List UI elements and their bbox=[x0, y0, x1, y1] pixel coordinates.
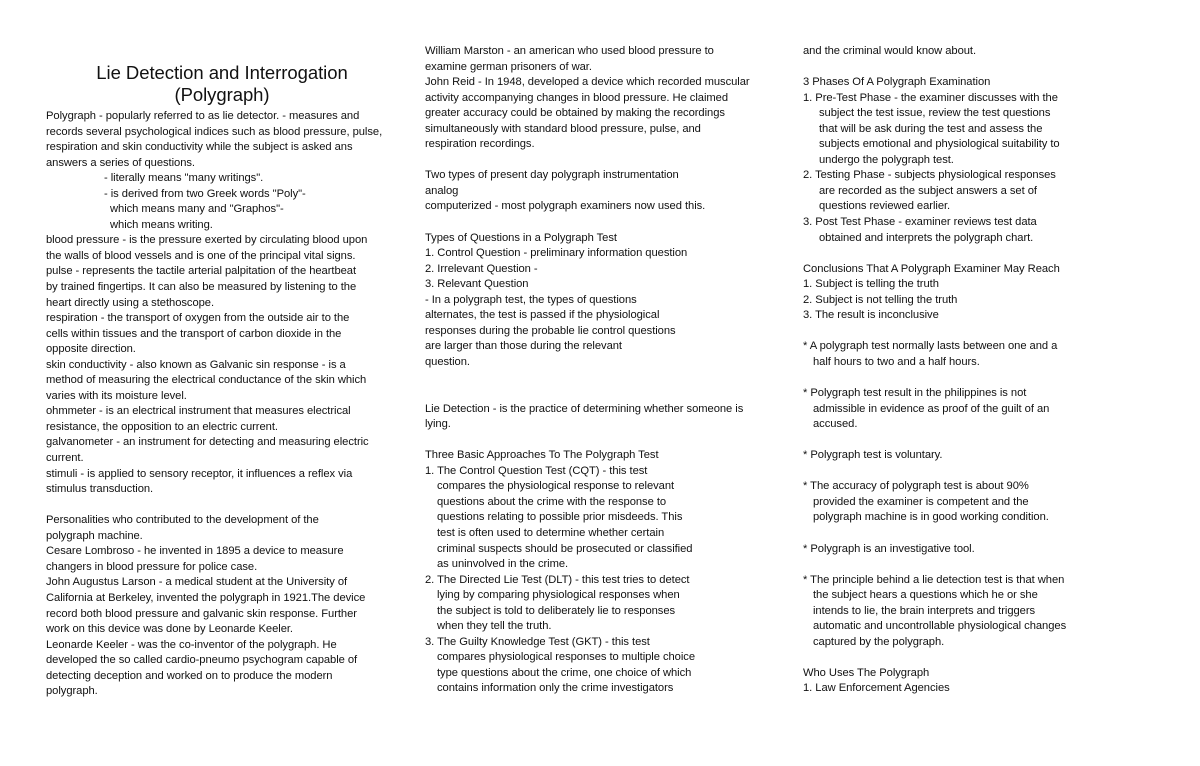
text-line: - literally means "many writings". bbox=[104, 172, 264, 185]
text-line: Personalities who contributed to the development of the bbox=[46, 514, 319, 527]
text-line: * A polygraph test normally lasts between one and a bbox=[803, 340, 1058, 353]
blank-line bbox=[803, 246, 1153, 262]
text-line: 1. Control Question - preliminary information question bbox=[425, 247, 688, 260]
text-line: Leonarde Keeler - was the co-inventor of the polygraph. He bbox=[46, 638, 337, 651]
text-line: which means many and "Graphos"- bbox=[110, 203, 284, 216]
text-line: 2. Subject is not telling the truth bbox=[803, 293, 958, 306]
text-line: method of measuring the electrical conductance of the skin which bbox=[46, 374, 367, 387]
text-line: ohmmeter - is an electrical instrument that measures electrical bbox=[46, 405, 351, 418]
text-line: * Polygraph test result in the philippines is not bbox=[803, 387, 1027, 400]
text-line: polygraph. bbox=[46, 685, 98, 698]
column-right bbox=[803, 44, 1153, 697]
text-line: by trained fingertips. It can also be measured by listening to the bbox=[46, 281, 357, 294]
text-line: undergo the polygraph test. bbox=[819, 153, 954, 166]
column-left bbox=[46, 42, 396, 700]
blank-line bbox=[425, 370, 775, 386]
blank-line bbox=[803, 324, 1153, 340]
text-line: 3. Post Test Phase - examiner reviews test data bbox=[803, 216, 1037, 229]
text-line: when they tell the truth. bbox=[437, 620, 552, 633]
text-line: skin conductivity - also known as Galvanic sin response - is a bbox=[46, 358, 346, 371]
text-line: changers in blood pressure for police case. bbox=[46, 560, 258, 573]
text-line: analog bbox=[425, 184, 459, 197]
text-line: questions relating to possible prior misdeeds. This bbox=[437, 511, 683, 524]
text-line: contains information only the crime investigators bbox=[437, 682, 674, 695]
document-title bbox=[46, 62, 398, 106]
text-line: pulse - represents the tactile arterial palpitation of the heartbeat bbox=[46, 265, 357, 278]
text-line: as uninvolved in the crime. bbox=[437, 558, 569, 571]
text-line: California at Berkeley, invented the polygraph in 1921.The device bbox=[46, 591, 366, 604]
text-line: 3. The Guilty Knowledge Test (GKT) - this test bbox=[425, 635, 650, 648]
text-line: captured by the polygraph. bbox=[813, 635, 945, 648]
text-line: questions reviewed earlier. bbox=[819, 200, 951, 213]
text-line: compares physiological responses to multiple choice bbox=[437, 651, 696, 664]
text-line: polygraph machine. bbox=[46, 529, 143, 542]
text-line: subjects emotional and physiological suitability to bbox=[819, 138, 1060, 151]
text-line: respiration - the transport of oxygen from the outside air to the bbox=[46, 312, 350, 325]
text-line: respiration recordings. bbox=[425, 138, 535, 151]
blank-line bbox=[425, 215, 775, 231]
text-line: subject the test issue, review the test questions bbox=[819, 107, 1051, 120]
text-line: 2. The Directed Lie Test (DLT) - this test tries to detect bbox=[425, 573, 690, 586]
title-line: Lie Detection and Interrogation bbox=[96, 62, 348, 83]
text-line: * Polygraph test is voluntary. bbox=[803, 449, 943, 462]
text-line: intends to lie, the brain interprets and triggers bbox=[813, 604, 1036, 617]
text-line: greater accuracy could be obtained by making the recordings bbox=[425, 107, 725, 120]
text-line: computerized - most polygraph examiners now used this. bbox=[425, 200, 706, 213]
text-line: * The accuracy of polygraph test is about 90% bbox=[803, 480, 1029, 493]
text-line: type questions about the crime, one choice of which bbox=[437, 666, 692, 679]
text-line: Conclusions That A Polygraph Examiner May Reach bbox=[803, 262, 1060, 275]
text-line: lying. bbox=[425, 418, 451, 431]
text-line: resistance, the opposition to an electric current. bbox=[46, 420, 278, 433]
text-line: 3. The result is inconclusive bbox=[803, 309, 939, 322]
text-line: Two types of present day polygraph instrumentation bbox=[425, 169, 679, 182]
text-line: provided the examiner is competent and the bbox=[813, 495, 1029, 508]
text-line: Types of Questions in a Polygraph Test bbox=[425, 231, 617, 244]
blank-line bbox=[803, 464, 1153, 480]
text-line: the subject hears a questions which he or she bbox=[813, 589, 1038, 602]
text-line: 1. Subject is telling the truth bbox=[803, 278, 939, 291]
text-line: * Polygraph is an investigative tool. bbox=[803, 542, 975, 555]
blank-line bbox=[803, 557, 1153, 573]
text-line: 2. Testing Phase - subjects physiological responses bbox=[803, 169, 1056, 182]
text-line: answers a series of questions. bbox=[46, 156, 195, 169]
text-line: question. bbox=[425, 355, 470, 368]
text-line: work on this device was done by Leonarde Keeler. bbox=[46, 623, 293, 636]
text-line: * The principle behind a lie detection test is that when bbox=[803, 573, 1065, 586]
blank-line bbox=[46, 498, 396, 514]
text-line: compares the physiological response to relevant bbox=[437, 480, 675, 493]
text-line: test is often used to determine whether certain bbox=[437, 526, 665, 539]
text-line: heart directly using a stethoscope. bbox=[46, 296, 215, 309]
text-line: blood pressure - is the pressure exerted by circulating blood upon bbox=[46, 234, 368, 247]
text-line: obtained and interprets the polygraph chart. bbox=[819, 231, 1034, 244]
blank-line bbox=[425, 386, 775, 402]
text-line: Polygraph - popularly referred to as lie detector. - measures and bbox=[46, 110, 360, 122]
text-line: developed the so called cardio-pneumo psychogram capable of bbox=[46, 654, 358, 667]
text-line: galvanometer - an instrument for detecting and measuring electric bbox=[46, 436, 369, 449]
text-line: 1. The Control Question Test (CQT) - this test bbox=[425, 464, 648, 477]
text-line: alternates, the test is passed if the physiological bbox=[425, 309, 660, 322]
column-left-body bbox=[46, 109, 396, 700]
text-line: cells within tissues and the transport of carbon dioxide in the bbox=[46, 327, 342, 340]
text-line: 3. Relevant Question bbox=[425, 278, 529, 291]
text-line: varies with its moisture level. bbox=[46, 389, 187, 402]
blank-line bbox=[803, 650, 1153, 666]
column-middle bbox=[425, 44, 775, 697]
text-line: - is derived from two Greek words "Poly"- bbox=[104, 187, 306, 200]
text-line: current. bbox=[46, 452, 84, 465]
text-line: respiration and skin conductivity while the subject is asked ans bbox=[46, 141, 353, 154]
text-line: questions about the crime with the response to bbox=[437, 495, 667, 508]
text-line: records several psychological indices such as blood pressure, pulse, bbox=[46, 125, 383, 138]
text-line: automatic and uncontrollable physiological changes bbox=[813, 620, 1067, 633]
text-line: accused. bbox=[813, 418, 858, 431]
text-line: criminal suspects should be prosecuted or classified bbox=[437, 542, 693, 555]
text-line: 2. Irrelevant Question - bbox=[425, 262, 538, 275]
text-line: simultaneously with standard blood pressure, pulse, and bbox=[425, 122, 701, 135]
blank-line bbox=[425, 433, 775, 449]
blank-line bbox=[803, 60, 1153, 76]
blank-line bbox=[803, 433, 1153, 449]
text-line: responses during the probable lie control questions bbox=[425, 324, 676, 337]
text-line: Three Basic Approaches To The Polygraph Test bbox=[425, 449, 659, 462]
title-line: (Polygraph) bbox=[174, 84, 270, 105]
blank-line bbox=[803, 526, 1153, 542]
text-line: examine german prisoners of war. bbox=[425, 60, 592, 73]
text-line: half hours to two and a half hours. bbox=[813, 355, 980, 368]
text-line: detecting deception and worked on to produce the modern bbox=[46, 669, 333, 682]
text-line: Lie Detection - is the practice of determining whether someone is bbox=[425, 402, 744, 415]
text-line: polygraph machine is in good working condition. bbox=[813, 511, 1049, 524]
text-line: 3 Phases Of A Polygraph Examination bbox=[803, 76, 991, 89]
text-line: - In a polygraph test, the types of questions bbox=[425, 293, 637, 306]
text-line: are larger than those during the relevant bbox=[425, 340, 622, 353]
text-line: 1. Law Enforcement Agencies bbox=[803, 682, 950, 695]
blank-line bbox=[425, 153, 775, 169]
text-line: lying by comparing physiological responses when bbox=[437, 589, 680, 602]
text-line: 1. Pre-Test Phase - the examiner discusses with the bbox=[803, 91, 1058, 104]
text-line: activity accompanying changes in blood pressure. He claimed bbox=[425, 91, 729, 104]
text-line: stimuli - is applied to sensory receptor, it influences a reflex via bbox=[46, 467, 353, 480]
text-line: William Marston - an american who used blood pressure to bbox=[425, 45, 714, 57]
text-line: Who Uses The Polygraph bbox=[803, 666, 930, 679]
blank-line bbox=[803, 370, 1153, 386]
text-line: which means writing. bbox=[110, 218, 213, 231]
text-line: the walls of blood vessels and is one of the principal vital signs. bbox=[46, 249, 356, 262]
text-line: John Augustus Larson - a medical student at the University of bbox=[46, 576, 348, 589]
text-line: are recorded as the subject answers a set of bbox=[819, 184, 1037, 197]
text-line: and the criminal would know about. bbox=[803, 45, 977, 57]
text-line: admissible in evidence as proof of the guilt of an bbox=[813, 402, 1050, 415]
text-line: Cesare Lombroso - he invented in 1895 a device to measure bbox=[46, 545, 344, 558]
text-line: opposite direction. bbox=[46, 343, 136, 356]
text-line: the subject is told to deliberately lie to responses bbox=[437, 604, 676, 617]
text-line: John Reid - In 1948, developed a device which recorded muscular bbox=[425, 76, 750, 89]
text-line: record both blood pressure and galvanic skin response. Further bbox=[46, 607, 357, 620]
text-line: stimulus transduction. bbox=[46, 483, 154, 496]
text-line: that will be ask during the test and assess the bbox=[819, 122, 1043, 135]
